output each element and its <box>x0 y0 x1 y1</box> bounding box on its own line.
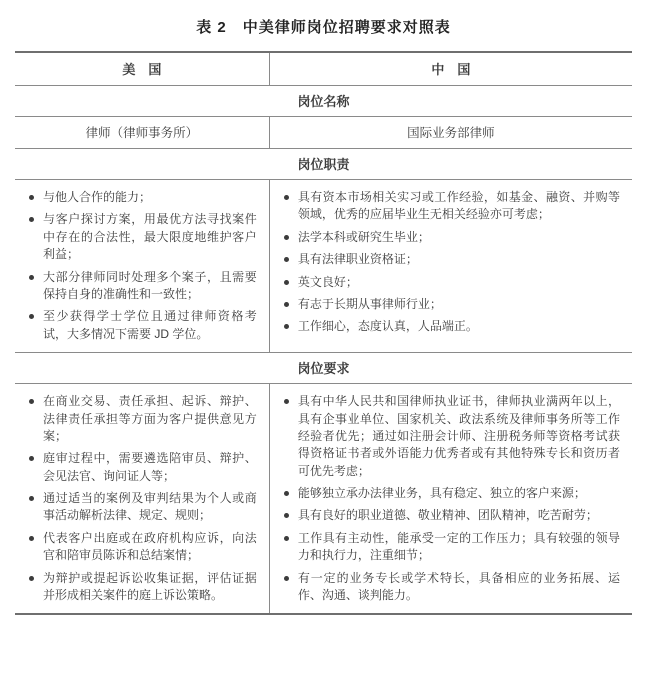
bullet-item-text: 有一定的业务专长或学术特长，具备相应的业务拓展、运作、沟通、谈判能力。 <box>297 570 620 603</box>
bullet-item-text: 在商业交易、责任承担、起诉、辩护、法律责任承担等方面为客户提供意见方案； <box>43 394 257 443</box>
bullet-icon <box>29 314 34 319</box>
bullet-item-text: 庭审过程中，需要遴选陪审员、辩护、会见法官、询问证人等； <box>43 451 257 483</box>
bullet-item <box>23 570 257 605</box>
us-cell-requirements <box>15 384 270 613</box>
cell-text: 律师（律师事务所） <box>85 126 199 140</box>
bullet-item-text: 具有中华人民共和国律师执业证书，律师执业满两年以上，具有企事业单位、国家机关、政法系统及律师事务所等工作经验者优先；通过如注册会计师、注册税务师等资格考试获得资格证书者或外语能力优秀者或有其他特殊专长和资历者可优先考虑； <box>297 394 620 478</box>
us-cell-duties <box>15 180 270 352</box>
cn-cell-requirements <box>270 384 632 613</box>
bullet-item-text: 工作细心，态度认真，人品端正。 <box>297 319 478 334</box>
bullet-item-text: 具有法律职业资格证； <box>297 252 418 267</box>
bullet-item-text: 与客户探讨方案，用最优方法寻找案件中存在的合法性，最大限度地维护客户利益； <box>43 212 257 262</box>
bullet-item-text: 具有良好的职业道德、敬业精神、团队精神，吃苦耐劳； <box>297 508 598 523</box>
bullet-item-text: 英文良好； <box>297 274 358 289</box>
section-header-label: 岗位要求 <box>297 361 350 377</box>
bullet-icon <box>284 536 289 541</box>
section-header-position-name <box>15 85 632 116</box>
bullet-item <box>23 530 257 565</box>
bullet-item <box>278 570 620 605</box>
bullet-item-text: 具有资本市场相关实习或工作经验，如基金、融资、并购等领域，优秀的应届毕业生无相关经验亦可考虑； <box>297 190 620 222</box>
section-header-requirements <box>15 352 632 383</box>
section-header-label: 岗位职责 <box>297 157 350 172</box>
bullet-item <box>278 318 620 335</box>
bullet-icon <box>29 399 34 404</box>
bullet-item <box>278 229 620 246</box>
section-row-requirements <box>15 383 632 613</box>
section-header-duties <box>15 148 632 179</box>
column-header-us: 美 国 <box>15 53 270 85</box>
bullet-icon <box>284 280 289 285</box>
bullet-item-text: 至少获得学士学位且通过律师资格考试，大多情况下需要 JD 学位。 <box>43 309 257 341</box>
bullet-item <box>23 450 257 485</box>
bullet-item <box>278 485 620 502</box>
bullet-item-text: 有志于长期从事律师行业； <box>297 296 442 311</box>
bullet-icon <box>284 576 289 581</box>
bullet-icon <box>29 576 34 581</box>
bullet-icon <box>284 195 289 200</box>
bullet-icon <box>284 324 289 329</box>
bullet-icon <box>29 217 34 222</box>
bullet-icon <box>284 491 289 496</box>
bullet-item <box>23 269 257 304</box>
bullet-item <box>278 393 620 480</box>
section-header-label: 岗位名称 <box>297 94 350 109</box>
bullet-item <box>278 296 620 313</box>
cn-cell-position-name <box>270 117 632 148</box>
cell-text: 国际业务部律师 <box>407 126 495 140</box>
bullet-item-text: 能够独立承办法律业务，具有稳定、独立的客户来源； <box>297 486 586 501</box>
column-header-row <box>15 53 632 85</box>
bullet-icon <box>29 456 34 461</box>
bullet-item <box>278 251 620 268</box>
bullet-icon <box>284 235 289 240</box>
bullet-item <box>23 308 257 343</box>
bullet-item-text: 代表客户出庭或在政府机构应诉，向法官和陪审员陈诉和总结案情； <box>43 530 257 563</box>
bullet-icon <box>29 275 34 280</box>
bullet-item-text: 与他人合作的能力； <box>43 190 152 204</box>
section-row-position-name <box>15 116 632 148</box>
bullet-icon <box>284 399 289 404</box>
section-row-duties <box>15 179 632 352</box>
bullet-icon <box>284 302 289 307</box>
cn-cell-duties <box>270 180 632 352</box>
bullet-item-text: 大部分律师同时处理多个案子，且需要保持自身的准确性和一致性； <box>43 269 257 301</box>
bullet-icon <box>284 513 289 518</box>
bullet-icon <box>29 195 34 200</box>
bullet-icon <box>29 536 34 541</box>
column-header-cn: 中 国 <box>431 62 471 77</box>
bullet-item <box>278 274 620 291</box>
bullet-item <box>23 393 257 445</box>
bullet-icon <box>29 496 34 501</box>
bullet-icon <box>284 257 289 262</box>
bullet-item-text: 法学本科或研究生毕业； <box>297 229 430 244</box>
us-cell-position-name <box>15 117 270 148</box>
table-caption: 表 2 中美律师岗位招聘要求对照表 <box>196 19 451 36</box>
bullet-item <box>23 189 257 206</box>
bullet-item-text: 为辩护或提起诉讼收集证据，评估证据并形成相关案件的庭上诉讼策略。 <box>43 570 257 603</box>
bullet-item <box>278 507 620 524</box>
bullet-item-text: 通过适当的案例及审判结果为个人或商事活动解析法律、规定、规则； <box>43 491 257 523</box>
bullet-item <box>278 189 620 224</box>
bullet-item-text: 工作具有主动性，能承受一定的工作压力；具有较强的领导力和执行力，注重细节； <box>297 530 620 563</box>
bullet-item <box>23 211 257 263</box>
comparison-table <box>15 51 632 615</box>
bullet-item <box>278 530 620 565</box>
bullet-item <box>23 490 257 525</box>
